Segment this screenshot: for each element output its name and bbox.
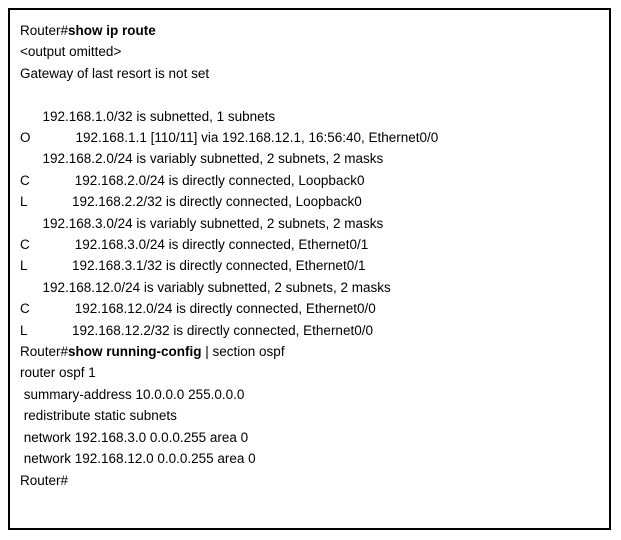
terminal-output-line: [20, 84, 609, 105]
terminal-output[interactable]: [10, 10, 609, 491]
terminal-command-suffix: | section ospf: [201, 344, 285, 360]
terminal-output-line: network 192.168.3.0 0.0.0.255 area 0: [20, 429, 249, 445]
terminal-output-line: Gateway of last resort is not set: [20, 65, 210, 81]
terminal-prompt: Router#: [20, 344, 69, 360]
terminal-output-line: L 192.168.2.2/32 is directly connected, Loopback0: [20, 194, 362, 210]
terminal-window: [8, 8, 611, 530]
terminal-output-line: L 192.168.12.2/32 is directly connected, Ethernet0/0: [20, 322, 373, 338]
terminal-output-line: 192.168.1.0/32 is subnetted, 1 subnets: [20, 108, 276, 124]
terminal-output-line: summary-address 10.0.0.0 255.0.0.0: [20, 386, 245, 402]
terminal-output-line: C 192.168.12.0/24 is directly connected, Ethernet0/0: [20, 301, 376, 317]
terminal-output-line: <output omitted>: [20, 44, 122, 60]
terminal-command-text: show running-config: [68, 344, 202, 360]
terminal-output-line: 192.168.2.0/24 is variably subnetted, 2 subnets, 2 masks: [20, 151, 384, 167]
terminal-output-line: O 192.168.1.1 [110/11] via 192.168.12.1, 16:56:40, Ethernet0/0: [20, 130, 439, 146]
terminal-command-line: [20, 20, 609, 41]
terminal-output-line: redistribute static subnets: [20, 408, 177, 424]
terminal-prompt: Router#: [20, 23, 69, 38]
terminal-output-line: 192.168.3.0/24 is variably subnetted, 2 subnets, 2 masks: [20, 215, 384, 231]
terminal-output-line: 192.168.12.0/24 is variably subnetted, 2 subnets, 2 masks: [20, 279, 391, 295]
terminal-output-line: network 192.168.12.0 0.0.0.255 area 0: [20, 451, 256, 467]
terminal-output-line: C 192.168.3.0/24 is directly connected, Ethernet0/1: [20, 237, 369, 253]
terminal-output-line: L 192.168.3.1/32 is directly connected, Ethernet0/1: [20, 258, 366, 274]
terminal-command-text: show ip route: [68, 23, 156, 38]
terminal-command-line: [20, 341, 609, 362]
terminal-output-line: C 192.168.2.0/24 is directly connected, Loopback0: [20, 172, 365, 188]
terminal-output-line: Router#: [20, 472, 69, 488]
terminal-output-line: router ospf 1: [20, 365, 96, 381]
